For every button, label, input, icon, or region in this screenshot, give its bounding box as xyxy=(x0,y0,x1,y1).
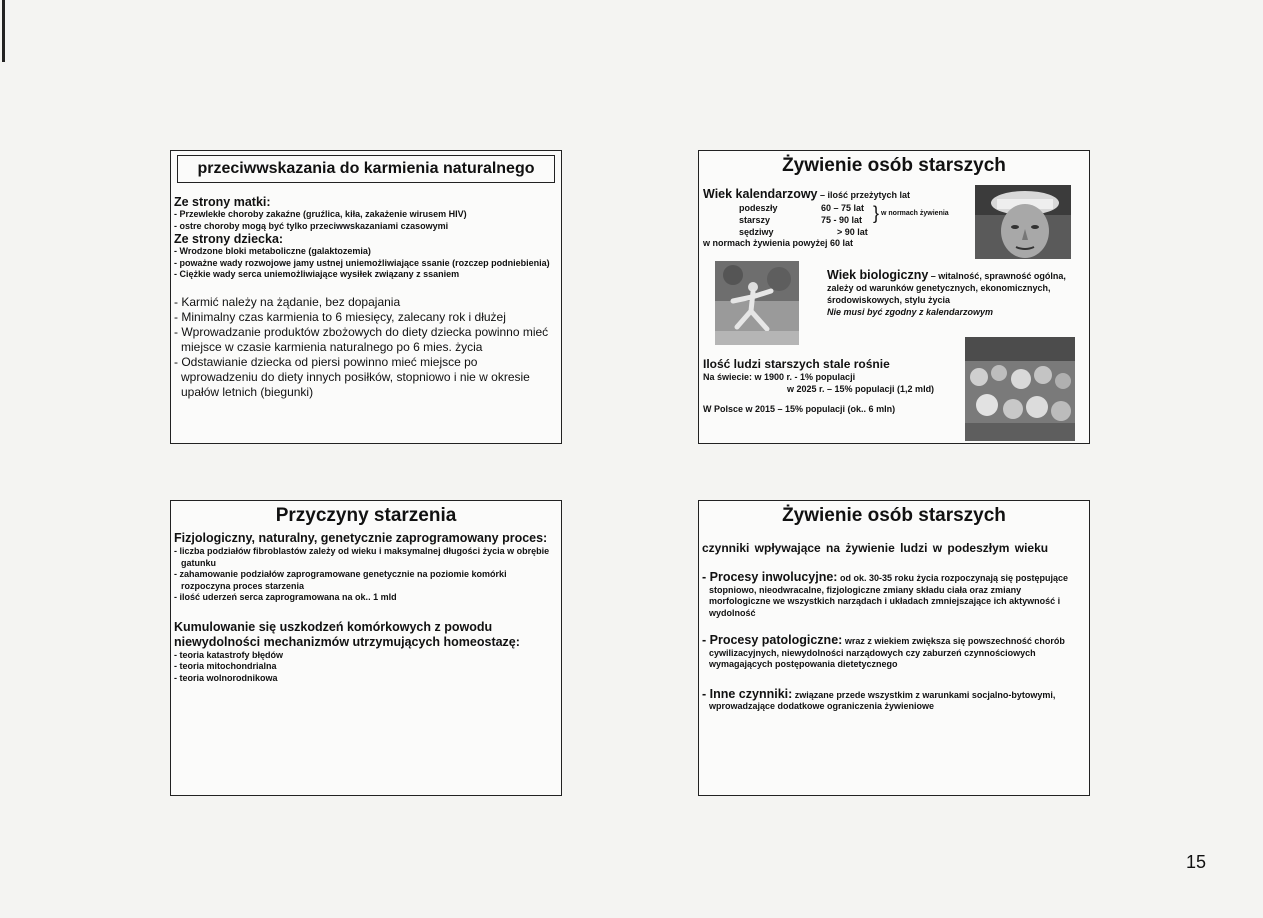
list-item: - ostre choroby mogą być tylko przeciwwskazaniami czasowymi xyxy=(174,220,449,231)
list-item: - Ciężkie wady serca uniemożliwiające wysiłek związany z ssaniem xyxy=(174,269,460,279)
age-row-range: > 90 lat xyxy=(837,227,868,237)
world-line1: Na świecie: w 1900 r. - 1% populacji xyxy=(703,372,856,382)
factor-text: od ok. 30-35 roku życia rozpoczynają się postępujące stopniowo, nieodwracalne, fizjologiczne zmiany składu ciała oraz zmiany morfologiczne we wszystkich narządach i układach zmniejszające ich aktywność i wydolność xyxy=(709,573,1069,618)
list-item: - liczba podziałów fibroblastów zależy od wieku i maksymalnej długości życia w obrębie gatunku xyxy=(174,546,550,568)
factor-item xyxy=(702,635,1085,671)
norms-note: w normach żywienia powyżej 60 lat xyxy=(703,238,854,248)
slide-aging-causes xyxy=(170,500,562,796)
factor-label: - Inne czynniki: xyxy=(702,686,793,701)
poland-line: W Polsce w 2015 – 15% populacji (ok.. 6 mln) xyxy=(703,404,896,414)
bio-age-desc: – witalność, sprawność ogólna, zależy od warunków genetycznych, ekonomicznych, środowiskowych, stylu życia xyxy=(827,271,1066,305)
taichi-photo xyxy=(715,261,799,345)
list-item: - teoria mitochondrialna xyxy=(174,661,277,671)
age-row-range: 75 - 90 lat xyxy=(821,215,863,225)
slide-elderly-nutrition-age xyxy=(698,150,1090,444)
world-line2: w 2025 r. – 15% populacji (1,2 mld) xyxy=(787,384,935,394)
slide-title: przeciwwskazania do karmienia naturalnego xyxy=(177,155,555,183)
bio-age-italic: Nie musi być zgodny z kalendarzowym xyxy=(827,307,994,317)
age-row-name: sędziwy xyxy=(739,227,774,237)
factor-text: wraz z wiekiem zwiększa się powszechność chorób cywilizacyjnych, niewydolności narządowych czy zaburzeń czynnościowych wymagających postępowania dietetycznego xyxy=(709,636,1065,669)
list-item: - teoria wolnorodnikowa xyxy=(174,672,278,683)
list-item: - teoria katastrofy błędów xyxy=(174,649,284,660)
age-row-name: starszy xyxy=(739,215,771,225)
slide-title: Żywienie osób starszych xyxy=(782,155,1006,176)
note-item: - Minimalny czas karmienia to 6 miesięcy, zalecany rok i dłużej xyxy=(174,309,506,324)
list-item: - ilość uderzeń serca zaprogramowana na ok.. 1 mld xyxy=(174,592,397,602)
note-item: - Wprowadzanie produktów zbożowych do diety dziecka powinno mieć miejsce w czasie karmienia naturalnego po 6 mies. życia xyxy=(174,324,549,354)
factor-label: - Procesy inwolucyjne: xyxy=(702,570,838,584)
page-number: 15 xyxy=(1186,852,1207,872)
intro-line: czynniki wpływające na żywienie ludzi w podeszłym wieku xyxy=(702,541,1049,555)
list-item: - zahamowanie podziałów zaprogramowane genetycznie na poziomie komórki rozpoczyna proces starzenia xyxy=(174,569,507,591)
growing-title: Ilość ludzi starszych stale rośnie xyxy=(703,357,890,371)
age-row-name: podeszły xyxy=(739,203,778,213)
list-item: - Wrodzone bloki metaboliczne (galaktozemia) xyxy=(174,246,371,256)
factor-item xyxy=(702,686,1085,713)
slide-elderly-nutrition-factors xyxy=(698,500,1090,796)
list-item: - Przewlekłe choroby zakaźne (gruźlica, kiła, zakażenie wirusem HIV) xyxy=(174,209,467,219)
slide-title: Przyczyny starzenia xyxy=(275,505,457,526)
note-item: - Odstawianie dziecka od piersi powinno mieć miejsce po wprowadzeniu do diety innych posiłków, stopniowo i nie w okresie upałów letnich (biegunki) xyxy=(174,354,530,399)
calendar-age-desc: – ilość przeżytych lat xyxy=(817,190,911,200)
scan-edge-mark xyxy=(2,0,5,62)
brace-note: w normach żywienia xyxy=(881,210,949,217)
factor-label: - Procesy patologiczne: xyxy=(702,633,843,647)
age-row-range: 60 – 75 lat xyxy=(821,203,865,213)
factor-item xyxy=(702,572,1085,619)
bio-age-label: Wiek biologiczny xyxy=(827,268,929,282)
list-item: - poważne wady rozwojowe jamy ustnej uniemożliwiające ssanie (rozczep podniebienia) xyxy=(174,257,550,268)
section-heading: Fizjologiczny, naturalny, genetycznie zaprogramowany proces: xyxy=(174,531,548,545)
section-child: Ze strony dziecka: xyxy=(174,232,284,246)
note-item: - Karmić należy na żądanie, bez dopajania xyxy=(174,294,401,309)
brace-icon: } xyxy=(873,203,880,223)
section-heading: Kumulowanie się uszkodzeń komórkowych z powodu niewydolności mechanizmów utrzymujących homeostazę: xyxy=(174,619,520,649)
section-mother: Ze strony matki: xyxy=(174,195,271,209)
slide-contraindications xyxy=(170,150,562,444)
factor-text: związane przede wszystkim z warunkami socjalno-bytowymi, wprowadzające dodatkowe ograniczenia żywieniowe xyxy=(709,689,1056,711)
slide-title: Żywienie osób starszych xyxy=(782,505,1006,526)
elderly-crowd-photo xyxy=(965,337,1075,441)
elderly-man-photo xyxy=(975,185,1071,259)
calendar-age-label: Wiek kalendarzowy xyxy=(703,187,818,201)
